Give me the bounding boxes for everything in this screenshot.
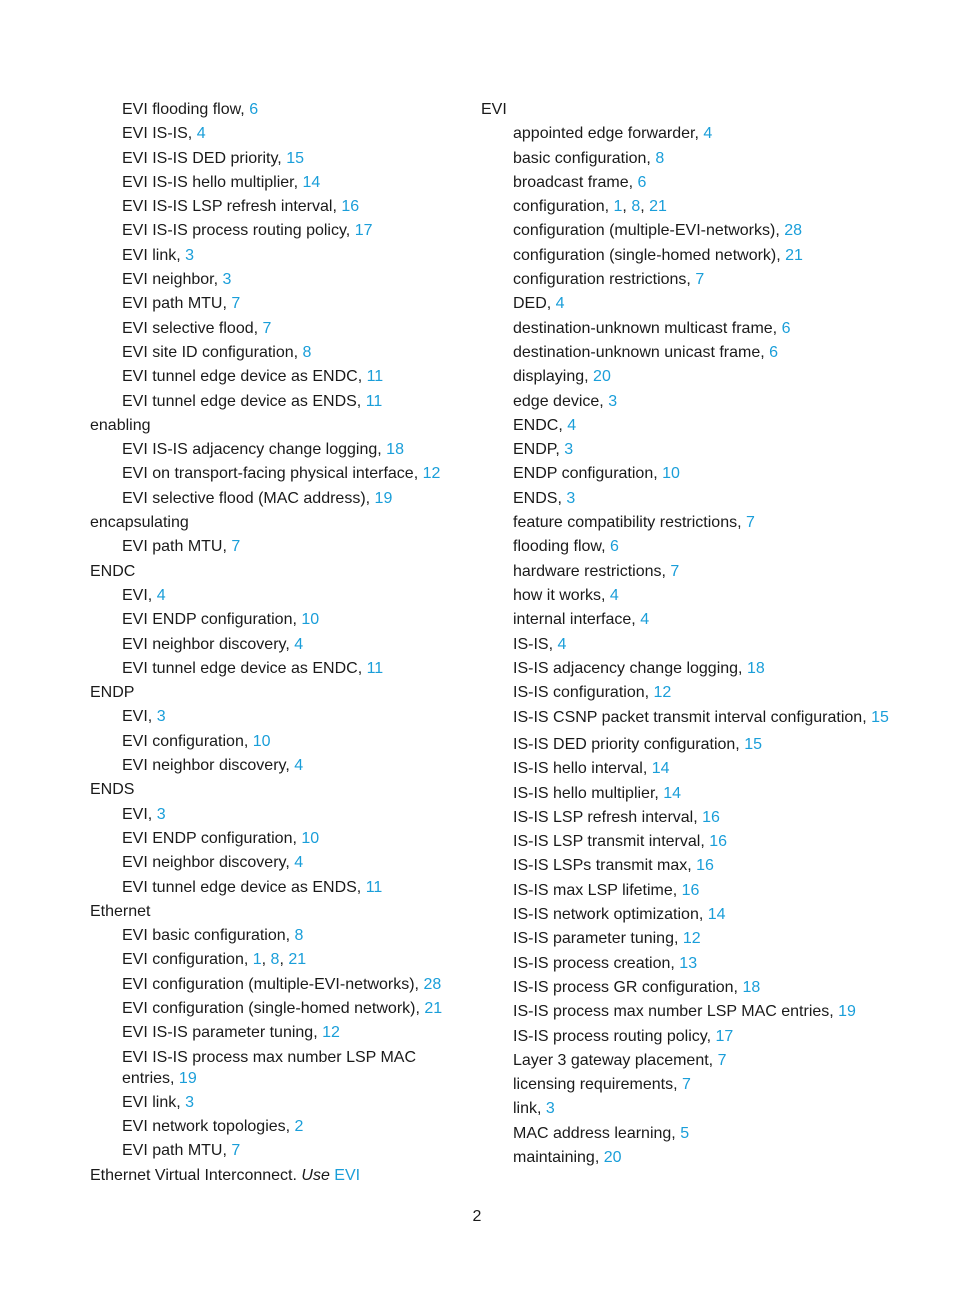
- entry-text: IS-IS,: [513, 635, 558, 653]
- page-link[interactable]: 2: [294, 1118, 304, 1136]
- index-subentry: [481, 560, 921, 584]
- page-link[interactable]: 7: [717, 1051, 727, 1069]
- page-link[interactable]: 7: [745, 514, 755, 532]
- index-subentry: [481, 733, 921, 757]
- page-link[interactable]: 19: [838, 1003, 856, 1021]
- page-separator: ,: [261, 951, 271, 969]
- entry-text: ENDC,: [513, 416, 568, 434]
- index-subentry: [481, 219, 921, 243]
- page-link[interactable]: 11: [366, 368, 384, 386]
- index-subentry: [481, 927, 921, 951]
- page-link[interactable]: 18: [746, 659, 765, 677]
- index-subentry: [481, 390, 921, 414]
- index-subentry: [90, 390, 470, 414]
- entry-text: EVI flooding flow,: [122, 101, 250, 118]
- entry-text: EVI,: [122, 805, 157, 823]
- page-link[interactable]: 12: [422, 465, 441, 483]
- entry-text: EVI neighbor discovery,: [122, 635, 295, 653]
- entry-text: EVI neighbor discovery,: [122, 757, 295, 775]
- index-subentry: [90, 244, 470, 268]
- index-subentry: [481, 1146, 921, 1170]
- index-subentry: [90, 462, 470, 486]
- page-link[interactable]: 19: [374, 489, 393, 507]
- index-subentry: [481, 414, 921, 438]
- entry-text: IS-IS LSPs transmit max,: [513, 857, 697, 875]
- index-subentry: [90, 317, 470, 341]
- entry-text: IS-IS configuration,: [513, 684, 654, 702]
- index-subentry: [481, 879, 921, 903]
- page-link[interactable]: 1: [613, 198, 623, 216]
- entry-text: IS-IS CSNP packet transmit interval configuration,: [513, 709, 872, 727]
- entry-text: configuration (single-homed network),: [513, 246, 786, 264]
- page-link[interactable]: 3: [566, 489, 576, 507]
- page-link[interactable]: 18: [386, 441, 404, 459]
- page-link[interactable]: 11: [365, 392, 383, 410]
- entry-text: IS-IS process GR configuration,: [513, 978, 743, 996]
- index-subentry: [481, 462, 921, 486]
- page-link[interactable]: 4: [557, 635, 567, 653]
- index-subentry: [481, 1122, 921, 1146]
- index-entry: [90, 414, 470, 438]
- entry-text: Layer 3 gateway placement,: [513, 1051, 718, 1069]
- page-separator: ,: [622, 198, 632, 216]
- page-link[interactable]: 3: [156, 708, 166, 726]
- entry-text: IS-IS hello multiplier,: [513, 784, 664, 802]
- entry-text: maintaining,: [513, 1149, 604, 1167]
- page-link[interactable]: 10: [301, 611, 320, 629]
- index-subentry: [481, 244, 921, 268]
- entry-text: Ethernet: [90, 902, 151, 920]
- entry-text: EVI network topologies,: [122, 1118, 295, 1136]
- index-subentry: [481, 341, 921, 365]
- index-subentry: [481, 292, 921, 316]
- entry-text: feature compatibility restrictions,: [513, 514, 746, 532]
- index-subentry: [481, 487, 921, 511]
- entry-text: IS-IS LSP refresh interval,: [513, 808, 703, 826]
- index-subentry: [90, 633, 470, 657]
- page-link[interactable]: 6: [249, 101, 259, 118]
- page-link[interactable]: 15: [744, 736, 762, 753]
- page-link[interactable]: 17: [715, 1027, 734, 1045]
- page-link[interactable]: 19: [178, 1070, 197, 1088]
- index-subentry: [481, 1025, 921, 1049]
- entry-text: IS-IS adjacency change logging,: [513, 659, 747, 677]
- use-label: Use: [301, 1166, 330, 1184]
- page-link[interactable]: 8: [631, 198, 641, 216]
- index-subentry: [90, 827, 470, 851]
- entry-text: EVI selective flood,: [122, 319, 263, 337]
- page-link[interactable]: 10: [252, 732, 271, 750]
- entry-text: link,: [513, 1100, 546, 1118]
- index-subentry: [90, 147, 470, 171]
- index-subentry: [481, 535, 921, 559]
- index-subentry: [90, 730, 470, 754]
- entry-text: enabling: [90, 416, 151, 434]
- page-link[interactable]: 4: [196, 125, 206, 143]
- index-entry: [90, 778, 470, 802]
- index-subentry: [481, 681, 921, 705]
- entry-text: broadcast frame,: [513, 173, 638, 191]
- page-link[interactable]: 21: [288, 951, 307, 969]
- page-link[interactable]: 16: [341, 198, 360, 216]
- entry-text: EVI path MTU,: [122, 538, 232, 556]
- entry-text: EVI tunnel edge device as ENDC,: [122, 659, 367, 677]
- entry-text: displaying,: [513, 368, 594, 386]
- page-link[interactable]: 12: [653, 684, 672, 702]
- page-link[interactable]: 15: [871, 709, 889, 727]
- page-link[interactable]: 4: [609, 586, 619, 604]
- entry-text: destination-unknown multicast frame,: [513, 319, 782, 337]
- page-link[interactable]: 21: [785, 246, 803, 264]
- entry-text: EVI link,: [122, 246, 186, 264]
- page-link[interactable]: 8: [294, 927, 304, 945]
- index-entry: [90, 1164, 470, 1188]
- entry-text: EVI IS-IS,: [122, 125, 197, 143]
- page-link[interactable]: 4: [555, 295, 565, 313]
- entry-text: EVI configuration (multiple-EVI-networks),: [122, 975, 424, 993]
- entry-text: configuration,: [513, 198, 614, 216]
- index-subentry: [481, 633, 921, 657]
- page-link[interactable]: 4: [294, 757, 304, 775]
- entry-text: EVI configuration,: [122, 732, 253, 750]
- page-separator: ,: [640, 198, 650, 216]
- index-subentry: [481, 757, 921, 781]
- entry-text: Ethernet Virtual Interconnect.: [90, 1166, 302, 1184]
- page-link[interactable]: 8: [302, 343, 312, 361]
- entry-text: destination-unknown unicast frame,: [513, 343, 770, 361]
- index-subentry: [481, 317, 921, 341]
- index-subentry: [90, 973, 470, 997]
- index-subentry: [90, 1139, 470, 1163]
- index-subentry: [90, 584, 470, 608]
- index-subentry: [481, 122, 921, 146]
- page-link[interactable]: 4: [294, 635, 304, 653]
- index-subentry: [90, 1115, 470, 1139]
- page-link[interactable]: 14: [707, 906, 726, 924]
- index-subentry: [481, 1049, 921, 1073]
- page-link[interactable]: 3: [156, 805, 166, 823]
- page-link[interactable]: 16: [702, 808, 720, 826]
- entry-text: EVI neighbor discovery,: [122, 854, 295, 872]
- entry-text: IS-IS hello interval,: [513, 760, 652, 778]
- index-subentry: [90, 1021, 470, 1045]
- index-subentry: [90, 851, 470, 875]
- page-link[interactable]: 6: [637, 173, 647, 191]
- index-column-left: [90, 98, 470, 1188]
- page-number: 2: [472, 1208, 482, 1225]
- entry-text: ENDS,: [513, 489, 567, 507]
- page-separator: ,: [279, 951, 289, 969]
- page-link[interactable]: 6: [781, 319, 791, 337]
- page-link[interactable]: 17: [354, 222, 373, 240]
- entry-text: EVI tunnel edge device as ENDS,: [122, 392, 366, 410]
- page-link[interactable]: 7: [681, 1076, 691, 1094]
- page-link[interactable]: 10: [662, 465, 680, 483]
- entry-text: EVI configuration,: [122, 951, 253, 969]
- entry-text: IS-IS DED priority configuration,: [513, 736, 745, 753]
- page-link[interactable]: 3: [608, 392, 618, 410]
- index-subentry: [481, 903, 921, 927]
- index-subentry: [481, 438, 921, 462]
- page-link[interactable]: 4: [640, 611, 650, 629]
- index-subentry: [90, 365, 470, 389]
- entry-text: EVI IS-IS LSP refresh interval,: [122, 198, 342, 216]
- entry-text: EVI,: [122, 586, 157, 604]
- page-link[interactable]: 28: [423, 975, 442, 993]
- entry-text: EVI on transport-facing physical interface,: [122, 465, 423, 483]
- index-subentry: [481, 268, 921, 292]
- entry-text: EVI IS-IS process routing policy,: [122, 222, 355, 240]
- entry-text: EVI IS-IS DED priority,: [122, 149, 287, 167]
- index-subentry: [90, 705, 470, 729]
- page-link[interactable]: 4: [567, 416, 577, 434]
- entry-text: configuration (multiple-EVI-networks),: [513, 222, 785, 240]
- entry-text: encapsulating: [90, 514, 189, 532]
- entry-text: EVI,: [122, 708, 157, 726]
- page-link[interactable]: 3: [185, 246, 195, 264]
- entry-text: EVI configuration (single-homed network),: [122, 999, 425, 1017]
- page-link[interactable]: 3: [545, 1100, 555, 1118]
- index-subentry: [90, 1091, 470, 1115]
- index-subentry: [90, 608, 470, 632]
- index-subentry: [481, 365, 921, 389]
- index-entry: [90, 900, 470, 924]
- page-link[interactable]: 6: [769, 343, 779, 361]
- entry-text: edge device,: [513, 392, 609, 410]
- entry-text: EVI IS-IS hello multiplier,: [122, 173, 303, 191]
- see-link[interactable]: EVI: [334, 1166, 361, 1184]
- page-link[interactable]: 4: [703, 125, 713, 143]
- index-subentry: [90, 292, 470, 316]
- page-link[interactable]: 3: [564, 441, 574, 459]
- index-subentry: [90, 195, 470, 219]
- entry-text: EVI: [481, 101, 507, 118]
- index-subentry: [481, 830, 921, 854]
- entry-text: ENDP,: [513, 441, 565, 459]
- page-link[interactable]: 20: [603, 1149, 622, 1167]
- index-subentry: [90, 997, 470, 1021]
- entry-text: EVI IS-IS process max number LSP MAC entries,: [122, 1049, 417, 1088]
- entry-text: EVI neighbor,: [122, 271, 223, 289]
- index-subentry: [90, 487, 470, 511]
- page-link[interactable]: 7: [695, 271, 705, 289]
- entry-text: EVI basic configuration,: [122, 927, 295, 945]
- entry-text: IS-IS network optimization,: [513, 906, 708, 924]
- entry-text: ENDP: [90, 684, 135, 702]
- page-link[interactable]: 14: [663, 784, 682, 802]
- index-subentry: [481, 976, 921, 1000]
- index-subentry: [481, 195, 921, 219]
- page-link[interactable]: 7: [262, 319, 272, 337]
- index-subentry: [481, 806, 921, 830]
- page-link[interactable]: 28: [784, 222, 803, 240]
- index-entry: [90, 511, 470, 535]
- entry-text: EVI link,: [122, 1093, 186, 1111]
- entry-text: IS-IS process creation,: [513, 954, 680, 972]
- entry-text: IS-IS process routing policy,: [513, 1027, 716, 1045]
- entry-text: IS-IS LSP transmit interval,: [513, 833, 710, 851]
- entry-text: EVI IS-IS adjacency change logging,: [122, 441, 387, 459]
- page-link[interactable]: 3: [185, 1093, 195, 1111]
- entry-text: DED,: [513, 295, 556, 313]
- entry-text: flooding flow,: [513, 538, 610, 556]
- page-link[interactable]: 12: [322, 1024, 340, 1042]
- entry-text: hardware restrictions,: [513, 562, 671, 580]
- page-link[interactable]: 1: [252, 951, 262, 969]
- entry-text: EVI ENDP configuration,: [122, 611, 302, 629]
- entry-text: EVI tunnel edge device as ENDC,: [122, 368, 367, 386]
- entry-text: licensing requirements,: [513, 1076, 682, 1094]
- index-subentry: [481, 1097, 921, 1121]
- entry-text: IS-IS process max number LSP MAC entries,: [513, 1003, 839, 1021]
- index-subentry: [90, 803, 470, 827]
- page-link[interactable]: 14: [651, 760, 670, 778]
- entry-text: EVI path MTU,: [122, 1142, 232, 1160]
- page-link[interactable]: 7: [670, 562, 680, 580]
- entry-text: ENDS: [90, 781, 135, 799]
- index-subentry: [481, 171, 921, 195]
- page-link[interactable]: 18: [742, 978, 761, 996]
- index-column-right: [481, 98, 921, 1170]
- page-link[interactable]: 7: [231, 538, 241, 556]
- entry-text: how it works,: [513, 586, 610, 604]
- page-link[interactable]: 11: [366, 659, 384, 677]
- entry-text: EVI selective flood (MAC address),: [122, 489, 375, 507]
- index-subentry: [90, 657, 470, 681]
- page-link[interactable]: 7: [231, 295, 241, 313]
- index-subentry: [481, 854, 921, 878]
- index-subentry: [481, 952, 921, 976]
- index-subentry: [90, 219, 470, 243]
- index-subentry: [90, 98, 470, 122]
- index-subentry: [90, 876, 470, 900]
- page-link[interactable]: 12: [682, 930, 701, 948]
- page-link[interactable]: 4: [294, 854, 304, 872]
- index-subentry: [90, 948, 470, 972]
- index-subentry: [481, 1000, 921, 1024]
- index-subentry: [481, 657, 921, 681]
- index-entry: [90, 560, 470, 584]
- page-link[interactable]: 11: [365, 878, 383, 896]
- index-subentry: [481, 705, 921, 733]
- page-link[interactable]: 5: [680, 1124, 690, 1142]
- page-link[interactable]: 16: [696, 857, 714, 875]
- page-link[interactable]: 7: [231, 1142, 241, 1160]
- entry-text: EVI site ID configuration,: [122, 343, 303, 361]
- index-subentry: [90, 535, 470, 559]
- entry-text: EVI ENDP configuration,: [122, 829, 302, 847]
- page-link[interactable]: 3: [222, 271, 232, 289]
- page-link[interactable]: 16: [681, 881, 700, 899]
- page-link[interactable]: 10: [301, 829, 320, 847]
- page-link[interactable]: 14: [302, 173, 321, 191]
- index-subentry: [481, 1073, 921, 1097]
- index-subentry: [90, 122, 470, 146]
- page-link[interactable]: 21: [424, 999, 443, 1017]
- page-link[interactable]: 6: [609, 538, 619, 556]
- index-subentry: [90, 924, 470, 948]
- entry-text: internal interface,: [513, 611, 641, 629]
- index-subentry: [481, 584, 921, 608]
- index-subentry: [90, 171, 470, 195]
- index-subentry: [481, 608, 921, 632]
- page-link[interactable]: 16: [709, 833, 728, 851]
- entry-text: ENDC: [90, 562, 136, 580]
- entry-text: EVI tunnel edge device as ENDS,: [122, 878, 366, 896]
- entry-text: IS-IS parameter tuning,: [513, 930, 683, 948]
- entry-text: IS-IS max LSP lifetime,: [513, 881, 682, 899]
- page-link[interactable]: 20: [593, 368, 611, 386]
- page-link[interactable]: 13: [679, 954, 698, 972]
- index-entry: [481, 98, 921, 122]
- index-subentry: [90, 438, 470, 462]
- index-subentry: [90, 341, 470, 365]
- index-entry: [90, 681, 470, 705]
- entry-text: basic configuration,: [513, 149, 656, 167]
- entry-text: configuration restrictions,: [513, 271, 696, 289]
- index-subentry: [90, 268, 470, 292]
- entry-text: appointed edge forwarder,: [513, 125, 704, 143]
- index-subentry: [90, 1046, 470, 1091]
- entry-text: ENDP configuration,: [513, 465, 663, 483]
- entry-text: EVI IS-IS parameter tuning,: [122, 1024, 323, 1042]
- page-link[interactable]: 4: [156, 586, 166, 604]
- page-link[interactable]: 8: [270, 951, 280, 969]
- entry-text: MAC address learning,: [513, 1124, 681, 1142]
- index-subentry: [481, 147, 921, 171]
- page-link[interactable]: 15: [286, 149, 304, 167]
- index-subentry: [481, 782, 921, 806]
- index-subentry: [481, 511, 921, 535]
- index-subentry: [90, 754, 470, 778]
- page-link[interactable]: 8: [655, 149, 665, 167]
- page-link[interactable]: 21: [649, 198, 667, 216]
- entry-text: EVI path MTU,: [122, 295, 232, 313]
